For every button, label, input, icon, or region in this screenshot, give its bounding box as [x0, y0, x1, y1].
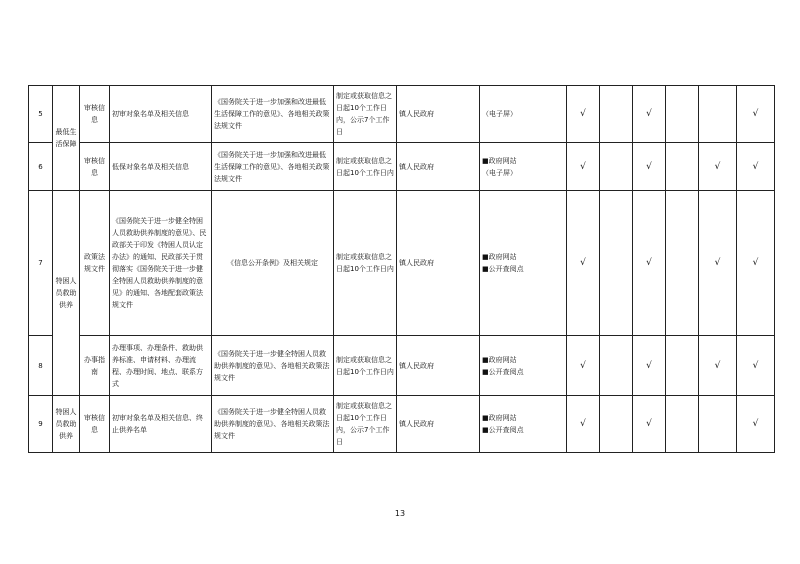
- check-cell: √: [567, 336, 600, 396]
- content-cell: 《国务院关于进一步健全特困人员救助供养制度的意见》、民政部关于印发《特困人员认定办法》的通知、民政部关于贯彻落实《国务院关于进一步健全特困人员救助供养制度的意见》的通知、各地配套政策法规文件: [110, 191, 212, 336]
- check-cell: √: [567, 191, 600, 336]
- basis-cell: 《信息公开条例》及相关规定: [212, 191, 334, 336]
- check-cell: [699, 396, 737, 453]
- check-cell: √: [633, 396, 666, 453]
- check-cell: [600, 336, 633, 396]
- check-cell: √: [633, 336, 666, 396]
- check-cell: [600, 86, 633, 143]
- check-cell: √: [699, 143, 737, 191]
- item-cell: 审核信息: [80, 143, 110, 191]
- subject-cell: 镇人民政府: [397, 143, 480, 191]
- channel-line: ■政府网站: [482, 355, 517, 364]
- check-cell: √: [633, 191, 666, 336]
- channel-cell: [480, 191, 567, 336]
- page-number: 13: [394, 509, 406, 518]
- row-number: 8: [29, 336, 53, 396]
- table-row: [29, 86, 775, 143]
- time-cell: 制定或获取信息之日起10个工作日内: [334, 191, 397, 336]
- channel-line: ■政府网站: [482, 253, 517, 261]
- check-cell: [666, 191, 699, 336]
- subject-cell: 镇人民政府: [397, 86, 480, 143]
- time-cell: 制定或获取信息之日起10个工作日内，公示7个工作日: [334, 86, 397, 143]
- channel-cell: [480, 143, 567, 191]
- subject-cell: 镇人民政府: [397, 336, 480, 396]
- check-cell: √: [737, 336, 775, 396]
- item-cell: 审核信息: [80, 86, 110, 143]
- channel-line: （电子屏）: [482, 168, 517, 177]
- table-row: [29, 191, 775, 336]
- channel-line: （电子屏）: [482, 110, 517, 118]
- channel-cell: [480, 86, 567, 143]
- check-cell: √: [633, 86, 666, 143]
- content-cell: 低保对象名单及相关信息: [110, 143, 212, 191]
- check-cell: [666, 336, 699, 396]
- time-cell: 制定或获取信息之日起10个工作日内: [334, 336, 397, 396]
- time-cell: 制定或获取信息之日起10个工作日内: [334, 143, 397, 191]
- subject-cell: 镇人民政府: [397, 396, 480, 453]
- table-row: [29, 143, 775, 191]
- check-cell: [600, 143, 633, 191]
- channel-cell: [480, 336, 567, 396]
- row-number: 6: [29, 143, 53, 191]
- check-cell: √: [737, 191, 775, 336]
- table-row: [29, 396, 775, 453]
- basis-cell: 《国务院关于进一步健全特困人员救助供养制度的意见》、各地相关政策法规文件: [212, 396, 334, 453]
- disclosure-table: [28, 85, 775, 453]
- channel-line: ■政府网站: [482, 414, 517, 422]
- check-cell: [699, 86, 737, 143]
- row-number: 9: [29, 396, 53, 453]
- subject-cell: 镇人民政府: [397, 191, 480, 336]
- check-cell: √: [699, 191, 737, 336]
- channel-line: ■政府网站: [482, 156, 517, 165]
- category-cell: 特困人员救助供养: [53, 191, 80, 396]
- check-cell: √: [737, 86, 775, 143]
- check-cell: √: [633, 143, 666, 191]
- item-cell: 办事指南: [80, 336, 110, 396]
- item-cell: 审核信息: [80, 396, 110, 453]
- table-row: [29, 336, 775, 396]
- time-cell: 制定或获取信息之日起10个工作日内，公示7个工作日: [334, 396, 397, 453]
- item-cell: 政策法规文件: [80, 191, 110, 336]
- check-cell: √: [737, 143, 775, 191]
- basis-cell: 《国务院关于进一步加强和改进最低生活保障工作的意见》、各地相关政策法规文件: [212, 143, 334, 191]
- content-cell: 办理事项、办理条件、救助供养标准、申请材料、办理流程、办理时间、地点、联系方式: [110, 336, 212, 396]
- check-cell: [600, 396, 633, 453]
- channel-cell: [480, 396, 567, 453]
- content-cell: 初审对象名单及相关信息、终止供养名单: [110, 396, 212, 453]
- row-number: 7: [29, 191, 53, 336]
- check-cell: √: [737, 396, 775, 453]
- check-cell: [666, 143, 699, 191]
- channel-line: ■公开查阅点: [482, 265, 524, 273]
- check-cell: [666, 396, 699, 453]
- category-cell: 最低生活保障: [53, 86, 80, 191]
- channel-line: ■公开查阅点: [482, 367, 524, 376]
- check-cell: [666, 86, 699, 143]
- category-cell: 特困人员救助供养: [53, 396, 80, 453]
- check-cell: [600, 191, 633, 336]
- basis-cell: 《国务院关于进一步健全特困人员救助供养制度的意见》、各地相关政策法规文件: [212, 336, 334, 396]
- channel-line: ■公开查阅点: [482, 426, 524, 434]
- check-cell: √: [699, 336, 737, 396]
- row-number: 5: [29, 86, 53, 143]
- basis-cell: 《国务院关于进一步加强和改进最低生活保障工作的意见》、各地相关政策法规文件: [212, 86, 334, 143]
- check-cell: √: [567, 143, 600, 191]
- check-cell: √: [567, 86, 600, 143]
- content-cell: 初审对象名单及相关信息: [110, 86, 212, 143]
- check-cell: √: [567, 396, 600, 453]
